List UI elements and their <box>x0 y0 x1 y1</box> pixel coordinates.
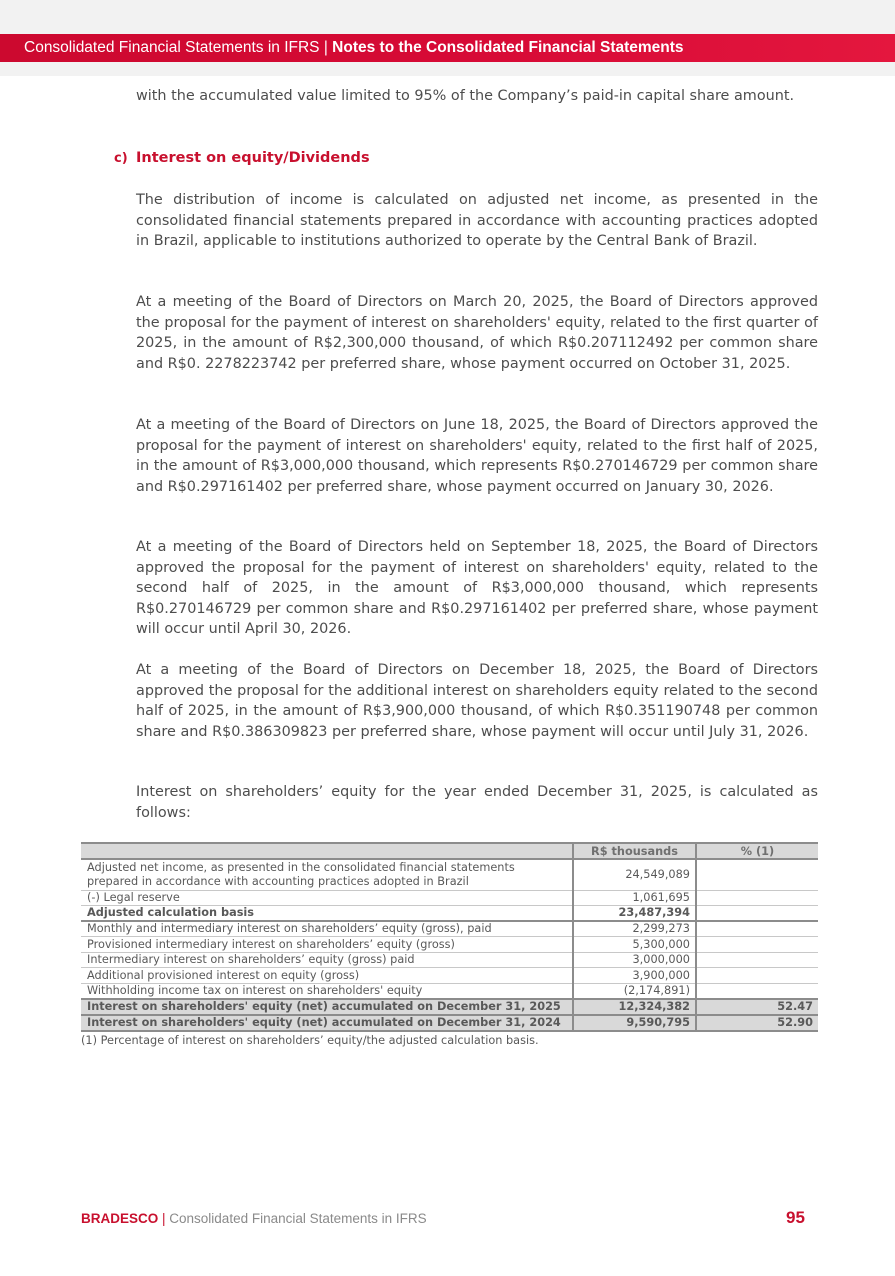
row-percent <box>696 968 818 984</box>
section-letter: c) <box>114 151 128 166</box>
header-section-title: Notes to the Consolidated Financial Statements <box>332 39 684 56</box>
row-value: 5,300,000 <box>573 937 696 953</box>
section-title: Interest on equity/Dividends <box>136 150 370 166</box>
row-percent: 52.90 <box>696 1015 818 1031</box>
paragraph-2: At a meeting of the Board of Directors on March 20, 2025, the Board of Directors approved the proposal for the payment of interest on shareholders' equity, related to the first quarter of 2025, in the amount of R$2,300,000 thousand, of which R$0.207112492 per common share and R$0. 2278223742 per preferred share, whose payment occurred on October 31, 2025. <box>136 294 818 372</box>
row-percent <box>696 906 818 922</box>
row-value: 3,000,000 <box>573 952 696 968</box>
row-label: Interest on shareholders' equity (net) accumulated on December 31, 2025 <box>81 999 573 1015</box>
table-row-total-2025 <box>81 999 818 1015</box>
row-percent <box>696 859 818 890</box>
footer-doc-title: Consolidated Financial Statements in IFRS <box>169 1211 427 1226</box>
row-label: Intermediary interest on shareholders’ equity (gross) paid <box>81 952 573 968</box>
table-row <box>81 968 818 984</box>
paragraph-4: At a meeting of the Board of Directors held on September 18, 2025, the Board of Directors approved the proposal for the payment of interest on shareholders' equity, related to the second half of 2025, in the amount of R$3,000,000 thousand, which represents R$0.270146729 per common share and R$0.297161402 per preferred share, whose payment will occur until April 30, 2026. <box>136 539 818 638</box>
table-row <box>81 921 818 937</box>
table-row <box>81 890 818 906</box>
page-footer <box>81 1211 427 1226</box>
table-row-total-2024 <box>81 1015 818 1031</box>
table-footnote: (1) Percentage of interest on shareholders’ equity/the adjusted calculation basis. <box>81 1034 539 1047</box>
paragraph-1: The distribution of income is calculated on adjusted net income, as presented in the consolidated financial statements prepared in accordance with accounting practices adopted in Brazil, applicable to institutions authorized to operate by the Central Bank of Brazil. <box>136 192 818 250</box>
row-value: 2,299,273 <box>573 921 696 937</box>
row-percent <box>696 952 818 968</box>
table-row <box>81 859 818 890</box>
row-percent <box>696 921 818 937</box>
row-label: (-) Legal reserve <box>81 890 573 906</box>
row-percent <box>696 984 818 1000</box>
row-value: 9,590,795 <box>573 1015 696 1031</box>
row-value: (2,174,891) <box>573 984 696 1000</box>
footer-separator: | <box>158 1211 170 1226</box>
page-header <box>0 34 895 62</box>
row-label: Monthly and intermediary interest on shareholders’ equity (gross), paid <box>81 921 573 937</box>
column-header-percent: % (1) <box>696 843 818 859</box>
row-label: Adjusted net income, as presented in the consolidated financial statements prepared in accordance with accounting practices adopted in Brazil <box>81 859 573 890</box>
column-header-thousands: R$ thousands <box>573 843 696 859</box>
row-label: Additional provisioned interest on equity (gross) <box>81 968 573 984</box>
page-number: 95 <box>786 1208 805 1227</box>
interest-table <box>81 842 818 1032</box>
row-percent: 52.47 <box>696 999 818 1015</box>
row-label: Withholding income tax on interest on shareholders' equity <box>81 984 573 1000</box>
continuation-text: with the accumulated value limited to 95% of the Company’s paid-in capital share amount. <box>136 88 795 104</box>
row-value: 24,549,089 <box>573 859 696 890</box>
header-doc-title: Consolidated Financial Statements in IFRS <box>24 39 320 56</box>
row-value: 12,324,382 <box>573 999 696 1015</box>
row-percent <box>696 890 818 906</box>
table-row <box>81 906 818 922</box>
column-header-description <box>81 843 573 859</box>
paragraph-6: Interest on shareholders’ equity for the year ended December 31, 2025, is calculated as follows: <box>136 784 818 821</box>
header-underband <box>0 62 895 76</box>
row-value: 3,900,000 <box>573 968 696 984</box>
table-row <box>81 937 818 953</box>
section-heading <box>114 150 370 166</box>
paragraph-3: At a meeting of the Board of Directors on June 18, 2025, the Board of Directors approved the proposal for the payment of interest on shareholders' equity, related to the first half of 2025, in the amount of R$3,000,000 thousand, which represents R$0.270146729 per common share and R$0.297161402 per preferred share, whose payment occurred on January 30, 2026. <box>136 417 818 495</box>
table-row <box>81 952 818 968</box>
table-row <box>81 984 818 1000</box>
row-label: Interest on shareholders' equity (net) accumulated on December 31, 2024 <box>81 1015 573 1031</box>
row-value: 1,061,695 <box>573 890 696 906</box>
row-value: 23,487,394 <box>573 906 696 922</box>
row-percent <box>696 937 818 953</box>
row-label: Provisioned intermediary interest on shareholders’ equity (gross) <box>81 937 573 953</box>
header-separator: | <box>319 39 333 56</box>
footer-brand: BRADESCO <box>81 1211 159 1226</box>
top-margin <box>0 0 895 34</box>
paragraph-5: At a meeting of the Board of Directors on December 18, 2025, the Board of Directors approved the proposal for the additional interest on shareholders equity related to the second half of 2025, in the amount of R$3,900,000 thousand, of which R$0.351190748 per common share and R$0.386309823 per preferred share, whose payment will occur until July 31, 2026. <box>136 662 818 740</box>
table-header-row <box>81 843 818 859</box>
row-label: Adjusted calculation basis <box>81 906 573 922</box>
